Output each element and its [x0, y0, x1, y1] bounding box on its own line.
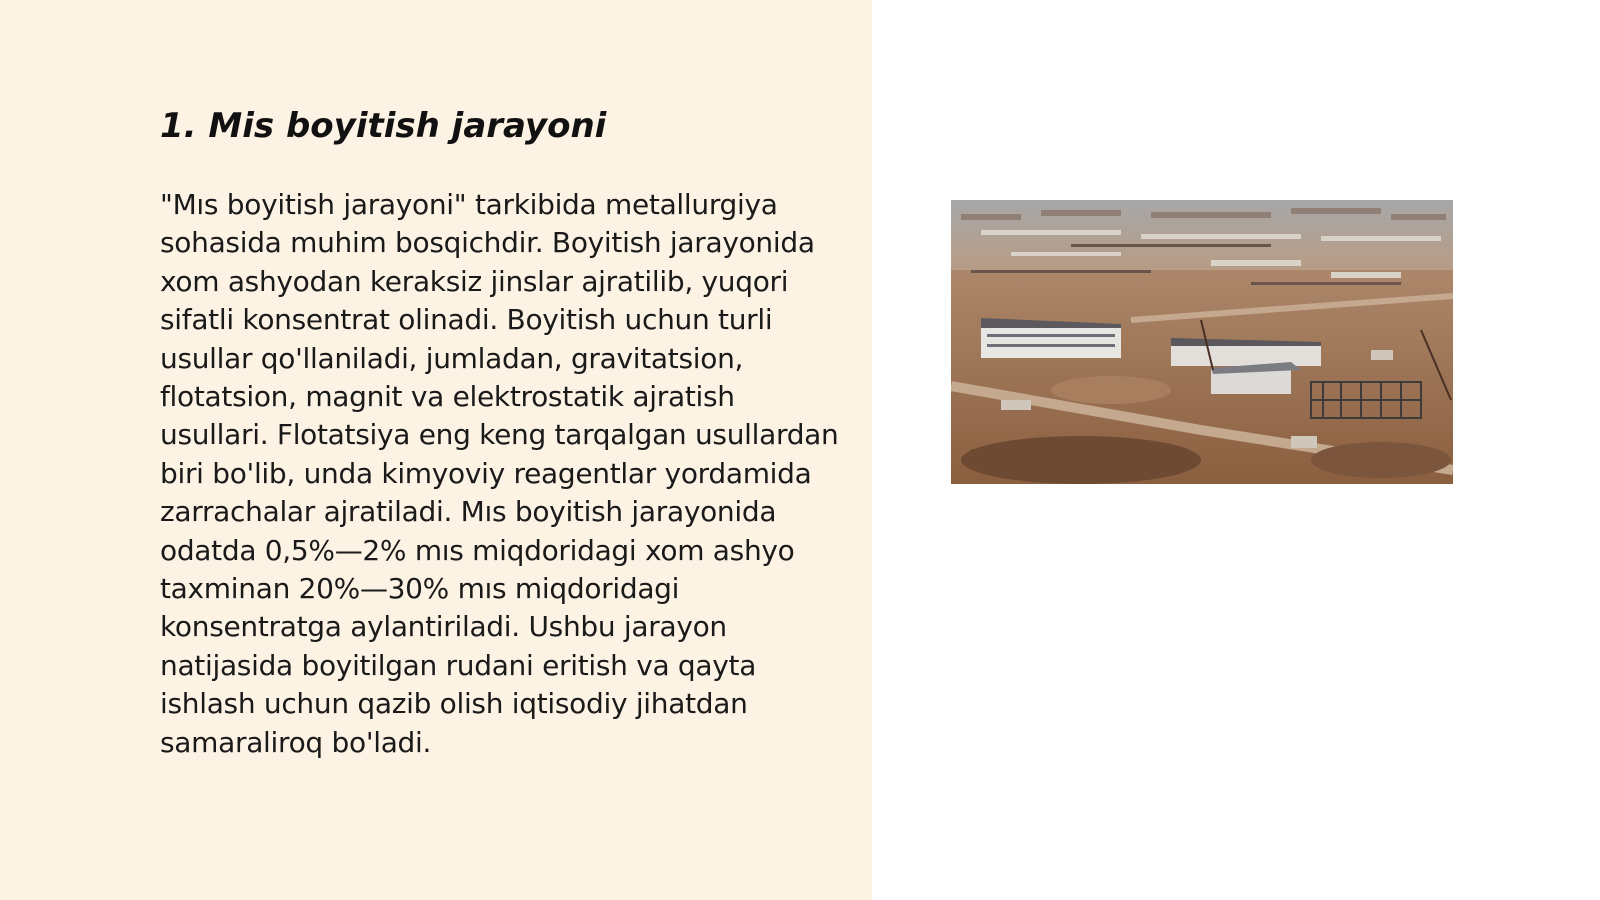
industrial-site-photo	[951, 200, 1453, 484]
industrial-site-illustration	[951, 200, 1453, 484]
slide-paragraph: "Mıs boyitish jarayoni" tarkibida metallurgiya sohasida muhim bosqichdir. Boyitish jarayonida xom ashyodan keraksiz jinslar ajratilib, yuqori sifatli konsentrat olinadi. Boyitish uchun turli usullar qo'llaniladi, jumladan, gravitatsion, flotatsion, magnit va elektrostatik ajratish usullari. Flotatsiya eng keng tarqalgan usullardan biri bo'lib, unda kimyoviy reagentlar yordamida zarrachalar ajratiladi. Mıs boyitish jarayonida odatda 0,5%—2% mıs miqdoridagi xom ashyo taxminan 20%—30% mıs miqdoridagi konsentratga aylantiriladi. Ushbu jarayon natijasida boyitilgan rudani eritish va qayta ishlash uchun qazib olish iqtisodiy jihatdan samaraliroq bo'ladi.	[160, 188, 839, 759]
slide-title: 1. Mis boyitish jarayoni	[160, 106, 607, 146]
